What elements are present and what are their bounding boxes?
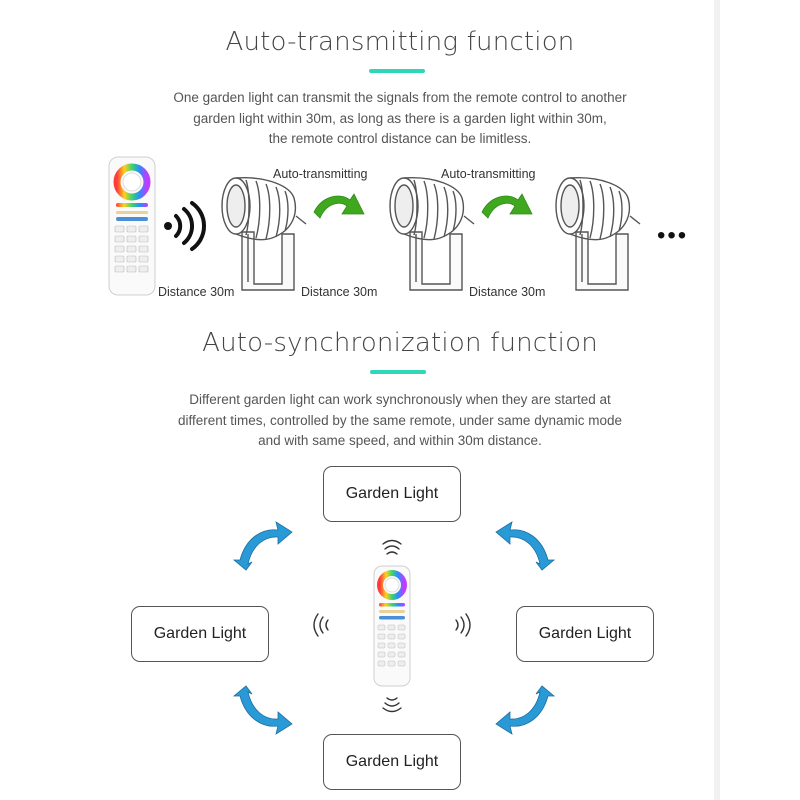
section1-desc-line: the remote control distance can be limitless. <box>268 131 532 146</box>
green-curved-arrow-icon <box>312 190 366 226</box>
section1-accent-bar <box>369 69 425 73</box>
signal-left-icon <box>314 614 332 636</box>
signal-up-icon <box>382 540 402 558</box>
right-divider <box>714 0 720 800</box>
section2-title: Auto-synchronization function <box>202 328 598 358</box>
sync-arrow-icon <box>232 686 294 740</box>
section1-desc-line: garden light within 30m, as long as there is a garden light within 30m, <box>193 110 607 126</box>
distance-label: Distance 30m <box>158 285 235 299</box>
garden-light-box-right: Garden Light <box>516 606 654 662</box>
section1-description <box>150 88 650 150</box>
section1-desc-line: One garden light can transmit the signals from the remote control to another <box>173 90 627 105</box>
sync-arrow-icon <box>494 516 556 570</box>
sync-arrow-icon <box>232 516 294 570</box>
distance-label: Distance 30m <box>301 285 378 299</box>
garden-light-box-top: Garden Light <box>323 466 461 522</box>
section2-desc-line: Different garden light can work synchronously when they are started at <box>189 392 611 407</box>
garden-light-icon <box>212 172 304 290</box>
signal-right-icon <box>452 614 470 636</box>
transmit-label: Auto-transmitting <box>273 167 368 181</box>
ellipsis: ••• <box>657 222 689 249</box>
section2-accent-bar <box>370 370 426 374</box>
garden-light-box-left: Garden Light <box>131 606 269 662</box>
remote-control-icon <box>373 565 411 687</box>
garden-light-icon <box>380 172 472 290</box>
section2-desc-line: and with same speed, and within 30m distance. <box>258 433 542 448</box>
distance-label: Distance 30m <box>469 285 546 299</box>
sync-arrow-icon <box>494 686 556 740</box>
remote-control-icon <box>108 156 156 296</box>
green-curved-arrow-icon <box>480 190 534 226</box>
garden-light-icon <box>546 172 638 290</box>
section1-title: Auto-transmitting function <box>225 27 575 57</box>
garden-light-box-bottom: Garden Light <box>323 734 461 790</box>
section2-description <box>150 390 650 452</box>
transmit-label: Auto-transmitting <box>441 167 536 181</box>
signal-down-icon <box>382 694 402 712</box>
wireless-signal-icon <box>162 204 202 248</box>
section2-desc-line: different times, controlled by the same remote, under same dynamic mode <box>178 412 622 428</box>
